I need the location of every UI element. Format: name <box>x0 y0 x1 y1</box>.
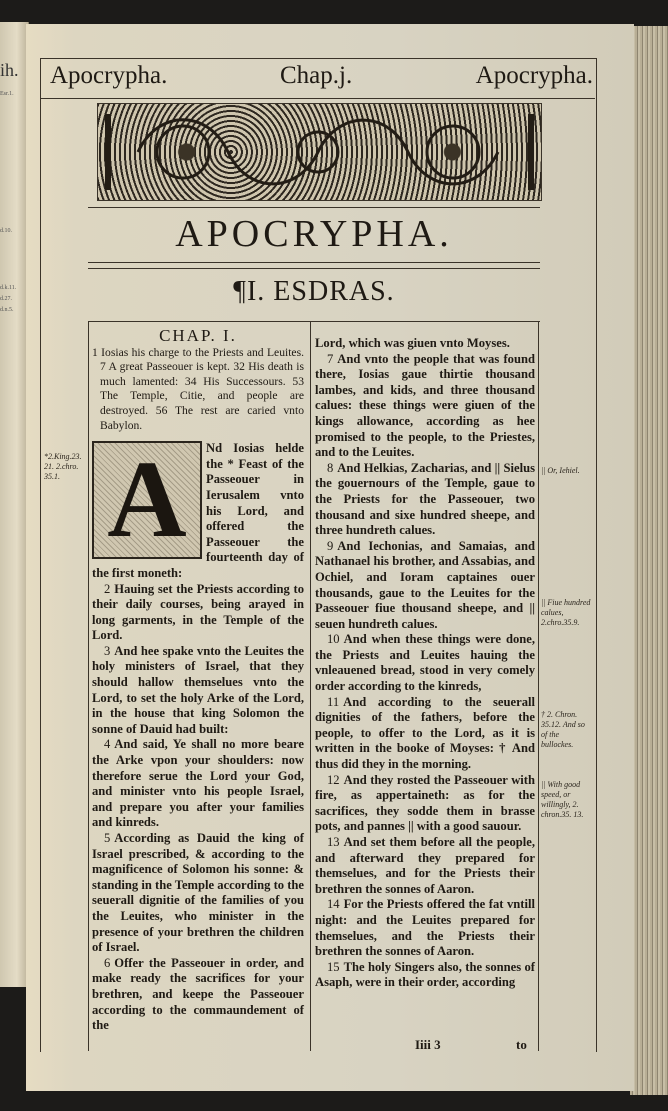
verse-text: For the Priests offered the fat vntill night: and the Leuites prepared for themselues, and the Priests their brethren the sonnes of Aaron. <box>315 897 535 959</box>
column-right <box>315 336 535 991</box>
margin-note-left: *2.King.23. 21. 2.chro. 35.1. <box>44 452 82 481</box>
verse-1: Nd Iosias helde the * Feast of the Passeouer in Ierusalem vnto his Lord, and offered the Passeouer the fourteenth day of the first moneth: <box>92 441 304 580</box>
verse <box>315 461 535 539</box>
previous-margin-note: d.k.11. <box>0 285 17 291</box>
verse <box>315 539 535 633</box>
margin-note: || Fiue hundred calues, 2.chro.35.9. <box>541 598 591 627</box>
floral-headpiece-icon <box>97 103 542 201</box>
verse <box>92 582 304 644</box>
verse-text: Lord, which was giuen vnto Moyses. <box>315 336 510 350</box>
verse-text: Hauing set the Priests according to their daily courses, being arayed in long garments, in the Temple of the Lord. <box>92 581 304 643</box>
verse-number: 4 <box>104 737 111 752</box>
previous-page-edge <box>0 22 29 987</box>
page-stack-edges <box>630 26 668 1095</box>
previous-margin-note: Esr.1. <box>0 91 14 97</box>
running-head-right: Apocrypha. <box>475 62 593 89</box>
verse-text: And Iechonias, and Samaias, and Nathanael his brother, and Assabias, and Ochiel, and Ioram captaines ouer thousands, gaue to the Leuites for the Passeouer fiue thousand sheepe, and || seuen hundreth calues. <box>315 538 535 631</box>
column-rule <box>538 321 539 1051</box>
verse-text: The holy Singers also, the sonnes of Asaph, were in their order, according <box>315 959 535 990</box>
column-rule <box>310 321 311 1051</box>
verse-text: Offer the Passeouer in order, and make ready the sacrifices for your brethren, and keepe the Passeouer according to the commaundement of the <box>92 955 304 1033</box>
running-header <box>40 58 595 99</box>
verse-number: 7 <box>327 351 334 366</box>
verse-list <box>92 582 304 1034</box>
verse <box>315 336 535 352</box>
section-title: APOCRYPHA. <box>175 213 453 255</box>
verse <box>92 737 304 831</box>
previous-margin-note: d.n.5. <box>0 307 14 313</box>
verse-number: 6 <box>104 955 111 970</box>
verse-number: 5 <box>104 831 111 845</box>
verse <box>315 773 535 835</box>
verse-number: 15 <box>327 959 340 974</box>
verse-text: And when these things were done, the Priests and Leuites hauing the vnleauened bread, stood in very comely order according to the kinreds, <box>315 632 535 694</box>
divider <box>88 207 540 208</box>
drop-cap-initial-icon: A <box>92 441 202 559</box>
divider <box>88 262 540 263</box>
verse-text: According as Dauid the king of Israel prescribed, & according to the magnificence of Solomon his sonne: & standing in the Temple according to the seuerall dignitie of the families of you the Leuites, who minister in the presence of your brethren the children of Israel. <box>92 831 305 955</box>
margin-note: || With good speed, or willingly, 2. chron.35. 13. <box>541 780 584 819</box>
previous-margin-note: d.10. <box>0 228 12 234</box>
verse-text: And Helkias, Zacharias, and || Sielus the gouernours of the Temple, gaue to the Priests for the Passeouer, two thousand and sixe hundred sheepe, and three hundreth calues. <box>315 460 535 538</box>
column-rule <box>88 321 89 1051</box>
verse-number: 14 <box>327 897 340 912</box>
catchword: to <box>516 1037 527 1052</box>
verse <box>315 897 535 959</box>
verse-number: 3 <box>104 643 111 658</box>
verse-text: And vnto the people that was found there, Iosias gaue thirtie thousand lambes, and kids, and three thousand calues: these things were giuen of the kings allowance, according as hee promised to the people, to the Priestes, and to the Leuites. <box>315 351 535 460</box>
verse <box>92 831 304 956</box>
running-head-chapter: Chap.j. <box>280 62 353 89</box>
verse-list <box>315 336 535 991</box>
signature-mark: Iiii 3 <box>415 1037 441 1052</box>
previous-margin-note: d.27. <box>0 296 12 302</box>
verse <box>315 695 535 773</box>
previous-running-head: ih. <box>0 60 19 80</box>
column-left <box>92 328 304 1034</box>
verse <box>315 352 535 461</box>
book-title: ¶I. ESDRAS. <box>233 276 395 307</box>
margin-note: || Or, Iehiel. <box>541 466 580 475</box>
verse <box>315 835 535 897</box>
chapter-summary: 1 Iosias his charge to the Priests and Leuites. 7 A great Passeouer is kept. 32 His death is much lamented: 34 His Successours. 53 The Temple, Citie, and people are destroyed. 56 The rest are caried vnto Babylon. <box>92 345 304 432</box>
verse-number: 9 <box>327 538 334 553</box>
verse-text: And set them before all the people, and afterward they prepared for themselues, and for the Priests their brethren the sonnes of Aaron. <box>315 835 535 896</box>
verse <box>92 956 304 1034</box>
verse <box>315 632 535 694</box>
verse <box>315 960 535 991</box>
verse-number: 8 <box>327 460 334 475</box>
verse-text: And according to the seuerall dignities of the fathers, before the people, to offer to the Lord, as it is written in the booke of Moyses: † And thus did they in the morning. <box>315 694 535 772</box>
verse-number: 2 <box>104 581 111 596</box>
running-head-left: Apocrypha. <box>50 62 168 89</box>
divider <box>88 268 540 269</box>
verse-text: And they rosted the Passeouer with fire, as appertaineth: as for the sacrifices, they sodde them in brasse pots, and pannes || with a good sauour. <box>315 772 535 834</box>
verse-number: 13 <box>327 835 340 849</box>
divider <box>88 321 540 322</box>
margin-note: † 2. Chron. 35.12. And so of the bullockes. <box>541 710 585 749</box>
verse-number: 12 <box>327 772 340 787</box>
verse-text: And hee spake vnto the Leuites the holy ministers of Israel, that they should hallow themselues vnto the Lord, to set the holy Arke of the Lord, in the house that king Solomon the sonne of Dauid had built: <box>92 643 304 736</box>
verse <box>92 644 304 738</box>
verse-number: 11 <box>327 694 340 709</box>
chapter-heading: CHAP. I. <box>159 326 237 345</box>
verse-text: And said, Ye shall no more beare the Arke vpon your shoulders: now therefore serue the Lord your God, and minister vnto his people Israel, and prepare you after your families and kinreds. <box>92 737 304 830</box>
verse-number: 10 <box>327 632 340 647</box>
